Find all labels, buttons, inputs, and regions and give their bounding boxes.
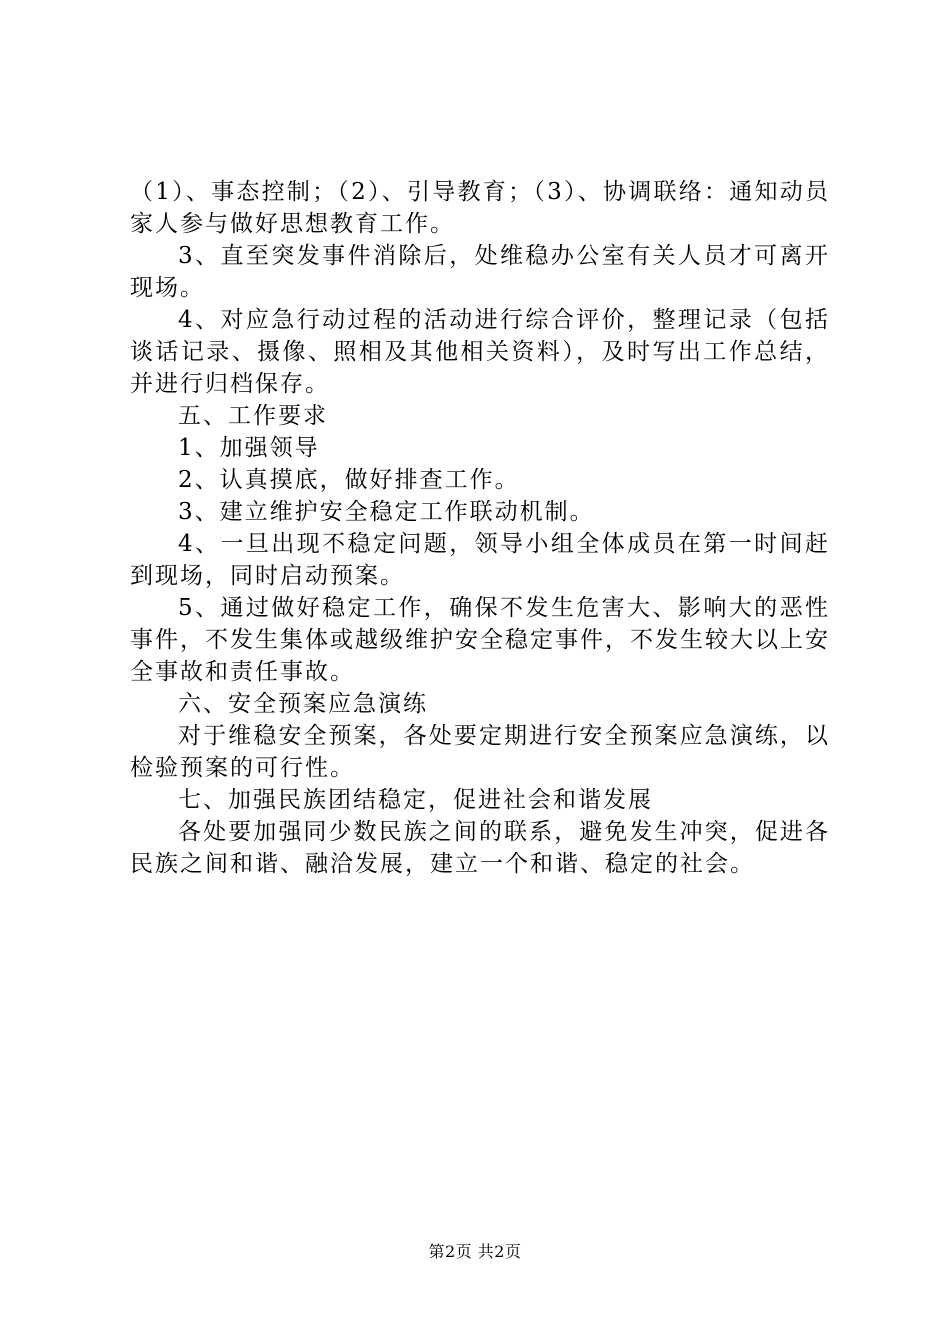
paragraph-item-3-leave-scene: 3、直至突发事件消除后，处维稳办公室有关人员才可离开现场。 <box>130 243 830 301</box>
paragraph-requirement-1: 1、加强领导 <box>178 435 320 461</box>
paragraph-requirement-4: 4、一旦出现不稳定问题，领导小组全体成员在第一时间赶到现场，同时启动预案。 <box>130 531 830 589</box>
paragraph-requirement-2: 2、认真摸底，做好排查工作。 <box>178 467 520 493</box>
paragraph-requirement-5: 5、通过做好稳定工作，确保不发生危害大、影响大的恶性事件，不发生集体或越级维护安全稳定事件，不发生较大以上安全事故和责任事故。 <box>130 595 830 685</box>
section-heading-work-requirements: 五、工作要求 <box>178 403 328 429</box>
paragraph-ethnic-unity: 各处要加强同少数民族之间的联系，避免发生冲突，促进各民族之间和谐、融洽发展，建立一个和谐、稳定的社会。 <box>130 819 830 877</box>
page-footer: 第2页 共2页 <box>428 1242 522 1261</box>
section-heading-emergency-drill: 六、安全预案应急演练 <box>178 691 428 717</box>
paragraph-requirement-3: 3、建立维护安全稳定工作联动机制。 <box>178 499 595 525</box>
paragraph-response-steps: （1）、事态控制；（2）、引导教育；（3）、协调联络：通知动员家人参与做好思想教育工作。 <box>130 179 830 237</box>
section-heading-ethnic-unity: 七、加强民族团结稳定，促进社会和谐发展 <box>178 787 653 813</box>
document-body <box>130 176 830 880</box>
paragraph-item-4-evaluation: 4、对应急行动过程的活动进行综合评价，整理记录（包括谈话记录、摄像、照相及其他相关资料），及时写出工作总结，并进行归档保存。 <box>130 307 830 397</box>
paragraph-emergency-drill: 对于维稳安全预案，各处要定期进行安全预案应急演练，以检验预案的可行性。 <box>130 723 830 781</box>
